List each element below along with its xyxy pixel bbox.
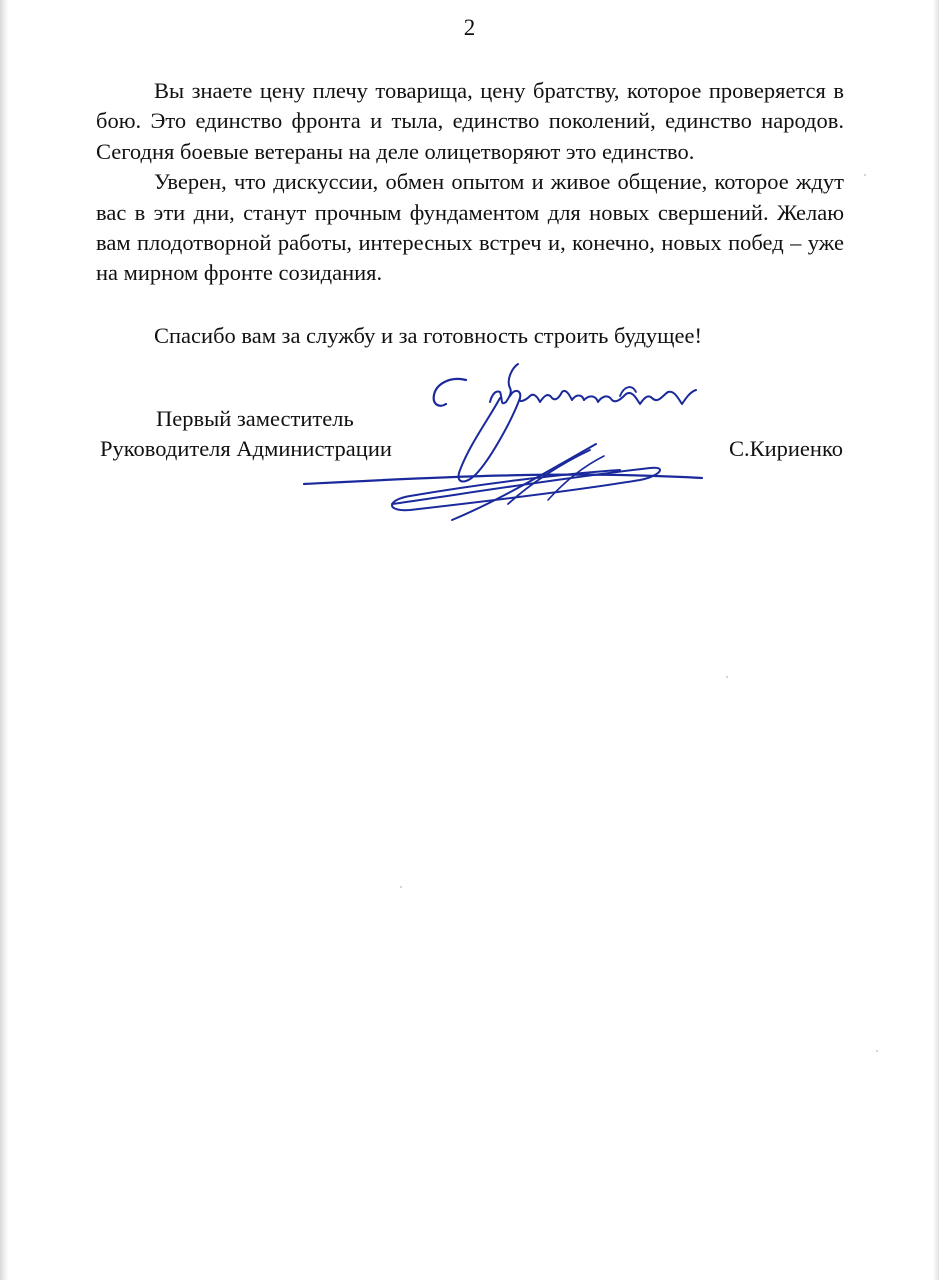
page-left-edge-shadow <box>0 0 9 1280</box>
signatory-title-line-2: Руководителя Администрации <box>100 436 392 461</box>
letter-body <box>96 76 844 289</box>
scan-speck <box>726 676 728 678</box>
signatory-title-line-1: Первый заместитель <box>156 406 354 431</box>
signatory-name: С.Кириенко <box>728 436 843 461</box>
scan-speck <box>864 174 866 176</box>
scan-speck <box>400 886 402 888</box>
page-number: 2 <box>463 15 476 40</box>
paragraph-1: Вы знаете цену плечу товарища, цену братству, которое проверяется в бою. Это единство фронта и тыла, единство поколений, единство народов. Сегодня боевые ветераны на деле олицетворяют это единство. <box>96 78 844 164</box>
scan-speck <box>876 1050 878 1052</box>
page-right-edge-shadow <box>933 0 939 1280</box>
paragraph-2: Уверен, что дискуссии, обмен опытом и живое общение, которое ждут вас в эти дни, станут прочным фундаментом для новых свершений. Желаю вам плодотворной работы, интересных встреч и, конечно, новых побед – уже на мирном фронте созидания. <box>96 169 844 286</box>
closing-line: Спасибо вам за службу и за готовность строить будущее! <box>154 323 702 348</box>
